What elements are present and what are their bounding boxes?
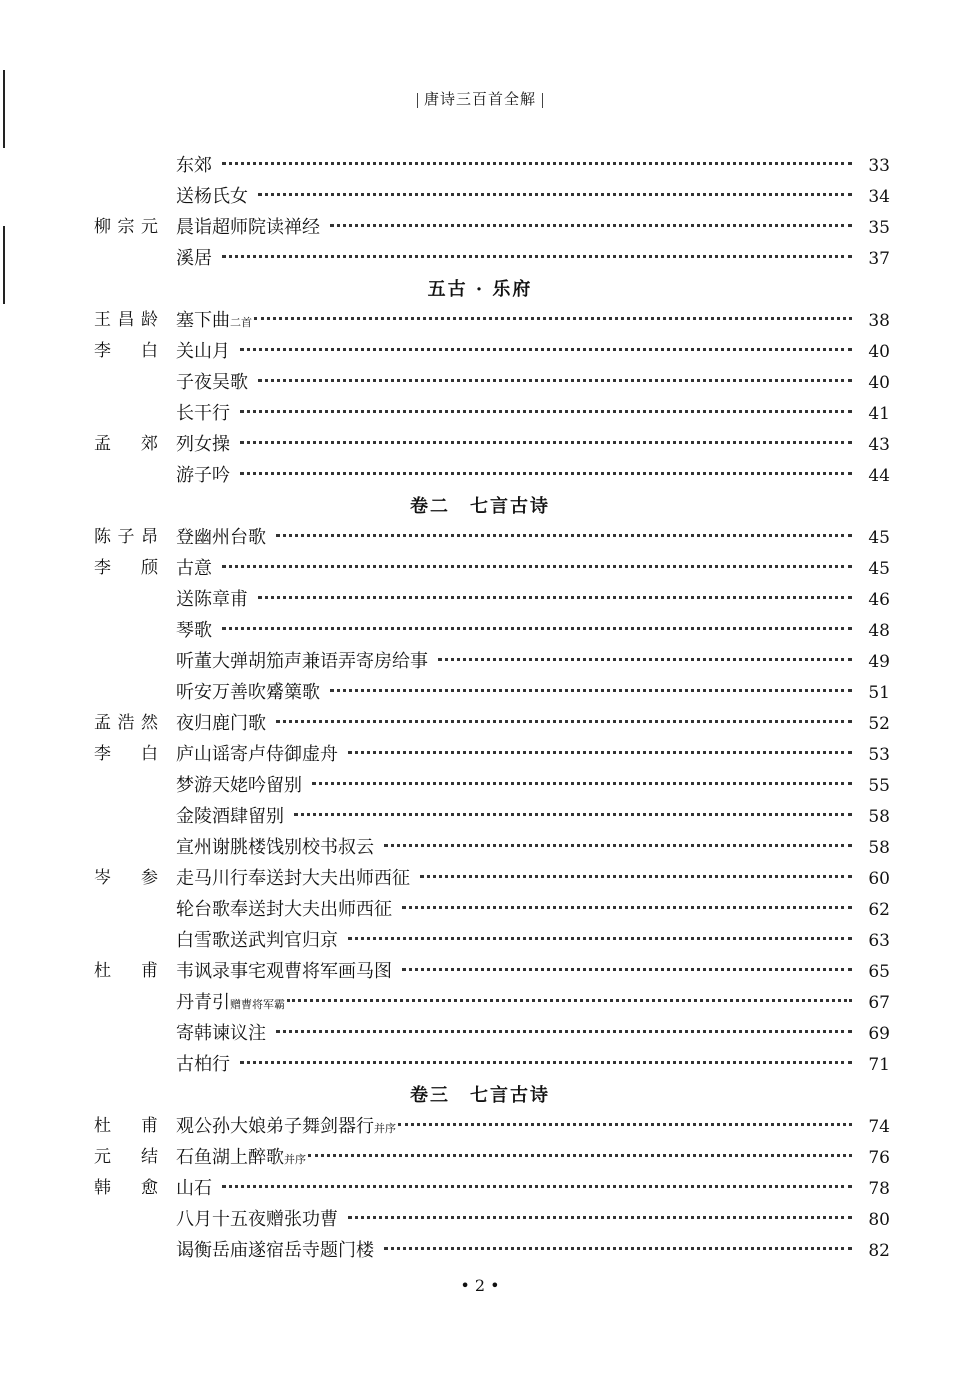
toc-author bbox=[94, 739, 158, 770]
toc-row[interactable] bbox=[0, 956, 960, 987]
running-head-title: 唐诗三百首全解 bbox=[423, 90, 536, 108]
toc-author-char: 王 bbox=[94, 310, 111, 330]
toc-author bbox=[94, 429, 158, 460]
toc-entry[interactable] bbox=[176, 770, 890, 802]
dot-leader bbox=[294, 813, 852, 816]
dot-leader bbox=[222, 627, 852, 630]
toc-row[interactable] bbox=[0, 770, 960, 801]
toc-page-number[interactable]: 80 bbox=[868, 1210, 890, 1230]
toc-title[interactable]: 子夜吴歌 bbox=[176, 372, 248, 393]
toc-author-char: 参 bbox=[141, 868, 158, 888]
toc-row[interactable] bbox=[0, 894, 960, 925]
toc-author-char: 昌 bbox=[117, 310, 135, 330]
toc-author-char: 愈 bbox=[141, 1178, 158, 1198]
toc-row[interactable] bbox=[0, 1018, 960, 1049]
toc-title[interactable]: 长干行 bbox=[176, 403, 230, 424]
toc-entry[interactable] bbox=[176, 398, 890, 430]
dot-leader bbox=[276, 534, 852, 537]
toc-page-number[interactable]: 48 bbox=[868, 621, 890, 641]
toc-title-note: 并序 bbox=[284, 1153, 306, 1166]
toc-title[interactable]: 溪居 bbox=[176, 248, 212, 269]
dot-leader bbox=[348, 751, 852, 754]
toc-title[interactable]: 山石 bbox=[176, 1178, 212, 1199]
toc-author-char: 颀 bbox=[141, 558, 158, 578]
toc-page-number[interactable]: 78 bbox=[868, 1179, 890, 1199]
toc-title[interactable]: 韦讽录事宅观曹将军画马图 bbox=[176, 961, 392, 982]
dot-leader bbox=[240, 410, 852, 413]
toc-entry[interactable] bbox=[176, 367, 890, 399]
toc-title-note: 赠曹将军霸 bbox=[230, 998, 285, 1011]
toc-entry[interactable] bbox=[176, 801, 890, 833]
toc-row[interactable] bbox=[0, 987, 960, 1018]
dot-leader bbox=[240, 441, 852, 444]
dot-leader bbox=[258, 596, 852, 599]
toc-title[interactable]: 晨诣超师院读禅经 bbox=[176, 217, 320, 238]
toc-entry[interactable] bbox=[176, 1142, 890, 1175]
running-head bbox=[0, 88, 960, 109]
toc-title[interactable]: 游子吟 bbox=[176, 465, 230, 486]
dot-leader bbox=[240, 348, 852, 351]
toc-page-number[interactable]: 45 bbox=[868, 528, 890, 548]
toc-title[interactable]: 听董大弹胡笳声兼语弄寄房给事 bbox=[176, 651, 428, 672]
toc-page-number[interactable]: 41 bbox=[868, 404, 890, 424]
toc-title[interactable]: 列女操 bbox=[176, 434, 230, 455]
page-folio: • 2 • bbox=[460, 1276, 500, 1295]
toc-entry[interactable] bbox=[176, 708, 890, 740]
toc-row[interactable] bbox=[0, 708, 960, 739]
toc-row[interactable] bbox=[0, 584, 960, 615]
toc-author-char: 然 bbox=[141, 713, 158, 733]
toc-author-char: 白 bbox=[141, 341, 158, 361]
toc-author-char: 甫 bbox=[141, 961, 158, 981]
toc-page-number[interactable]: 52 bbox=[868, 714, 890, 734]
toc-row[interactable] bbox=[0, 1049, 960, 1080]
toc-page-number[interactable]: 69 bbox=[868, 1024, 890, 1044]
toc-title[interactable]: 走马川行奉送封大夫出师西征 bbox=[176, 868, 410, 889]
toc-row[interactable] bbox=[0, 1173, 960, 1204]
toc-row[interactable] bbox=[0, 925, 960, 956]
dot-leader bbox=[222, 162, 852, 165]
toc-author bbox=[94, 1173, 158, 1204]
toc-author-char: 元 bbox=[94, 1147, 111, 1167]
toc-row[interactable] bbox=[0, 553, 960, 584]
toc-title[interactable]: 东郊 bbox=[176, 155, 212, 176]
dot-leader bbox=[330, 224, 852, 227]
toc-row[interactable] bbox=[0, 1111, 960, 1142]
dot-leader bbox=[402, 968, 852, 971]
toc-page-number[interactable]: 58 bbox=[868, 838, 890, 858]
dot-leader bbox=[330, 689, 852, 692]
toc-author bbox=[94, 863, 158, 894]
toc-entry[interactable] bbox=[176, 863, 890, 895]
toc-entry[interactable] bbox=[176, 739, 890, 771]
toc-title[interactable]: 塞下曲 bbox=[176, 310, 230, 331]
toc-entry[interactable] bbox=[176, 150, 890, 182]
toc-page-number[interactable]: 34 bbox=[868, 187, 890, 207]
toc-title[interactable]: 宣州谢朓楼饯别校书叔云 bbox=[176, 837, 374, 858]
toc-page-number[interactable]: 82 bbox=[868, 1241, 890, 1261]
dot-leader bbox=[222, 255, 852, 258]
toc-title[interactable]: 寄韩谏议注 bbox=[176, 1023, 266, 1044]
toc-author-char: 杜 bbox=[94, 961, 111, 981]
toc-page-number[interactable]: 60 bbox=[868, 869, 890, 889]
toc-row[interactable] bbox=[0, 181, 960, 212]
toc-title[interactable]: 金陵酒肆留别 bbox=[176, 806, 284, 827]
toc-entry[interactable] bbox=[176, 1049, 890, 1081]
toc-title[interactable]: 关山月 bbox=[176, 341, 230, 362]
toc-author bbox=[94, 956, 158, 987]
toc-entry[interactable] bbox=[176, 832, 890, 864]
toc-page-number[interactable]: 74 bbox=[868, 1117, 890, 1137]
toc-row[interactable] bbox=[0, 150, 960, 181]
toc-row[interactable] bbox=[0, 522, 960, 553]
dot-leader bbox=[348, 937, 852, 940]
toc-author-char: 白 bbox=[141, 744, 158, 764]
toc-entry[interactable] bbox=[176, 925, 890, 957]
toc-page-number[interactable]: 49 bbox=[868, 652, 890, 672]
running-head-bar-right bbox=[542, 93, 543, 108]
dot-leader bbox=[287, 999, 852, 1002]
toc-entry[interactable] bbox=[176, 429, 890, 461]
toc-title[interactable]: 八月十五夜赠张功曹 bbox=[176, 1209, 338, 1230]
toc-entry[interactable] bbox=[176, 243, 890, 275]
toc-entry[interactable] bbox=[176, 460, 890, 492]
toc-row[interactable] bbox=[0, 398, 960, 429]
toc-title[interactable]: 送陈章甫 bbox=[176, 589, 248, 610]
section-heading: 卷二 七言古诗 bbox=[410, 496, 550, 517]
toc-author bbox=[94, 1142, 158, 1173]
dot-leader bbox=[222, 1185, 852, 1188]
toc-page-number[interactable]: 35 bbox=[868, 218, 890, 238]
toc-page-number[interactable]: 71 bbox=[868, 1055, 890, 1075]
toc-page-number[interactable]: 40 bbox=[868, 373, 890, 393]
scan-margin-line-top bbox=[3, 70, 5, 148]
toc-entry[interactable] bbox=[176, 1111, 890, 1144]
toc-row[interactable] bbox=[0, 429, 960, 460]
toc-entry[interactable] bbox=[176, 1204, 890, 1236]
toc-title[interactable]: 送杨氏女 bbox=[176, 186, 248, 207]
toc-entry[interactable] bbox=[176, 956, 890, 988]
dot-leader bbox=[308, 1154, 852, 1157]
toc-author-char: 甫 bbox=[141, 1116, 158, 1136]
toc-row[interactable] bbox=[0, 615, 960, 646]
toc-author bbox=[94, 708, 158, 739]
toc-row[interactable] bbox=[0, 801, 960, 832]
toc-author-char: 李 bbox=[94, 341, 111, 361]
toc-page-number[interactable]: 62 bbox=[868, 900, 890, 920]
toc-author-char: 龄 bbox=[141, 310, 158, 330]
toc-title[interactable]: 古意 bbox=[176, 558, 212, 579]
toc-title[interactable]: 白雪歌送武判官归京 bbox=[176, 930, 338, 951]
toc-author-char: 孟 bbox=[94, 713, 111, 733]
toc-title[interactable]: 丹青引 bbox=[176, 992, 230, 1013]
dot-leader bbox=[254, 317, 852, 320]
toc-row[interactable] bbox=[0, 739, 960, 770]
toc-entry[interactable] bbox=[176, 1173, 890, 1205]
toc-author-char: 孟 bbox=[94, 434, 111, 454]
toc-row[interactable] bbox=[0, 212, 960, 243]
toc-page-number[interactable]: 43 bbox=[868, 435, 890, 455]
toc-title[interactable]: 听安万善吹觱篥歌 bbox=[176, 682, 320, 703]
dot-leader bbox=[384, 844, 852, 847]
dot-leader bbox=[258, 193, 852, 196]
toc-page-number[interactable]: 58 bbox=[868, 807, 890, 827]
toc-row[interactable] bbox=[0, 1142, 960, 1173]
toc-title[interactable]: 古柏行 bbox=[176, 1054, 230, 1075]
toc-title[interactable]: 琴歌 bbox=[176, 620, 212, 641]
toc-page-number[interactable]: 38 bbox=[868, 311, 890, 331]
running-head-bar-left bbox=[417, 93, 418, 108]
toc-page-number[interactable]: 46 bbox=[868, 590, 890, 610]
toc-entry[interactable] bbox=[176, 336, 890, 368]
toc-page-number[interactable]: 53 bbox=[868, 745, 890, 765]
toc-row[interactable] bbox=[0, 832, 960, 863]
toc-author-char: 陈 bbox=[94, 527, 111, 547]
toc-author bbox=[94, 1111, 158, 1142]
toc-page-number[interactable]: 44 bbox=[868, 466, 890, 486]
dot-leader bbox=[222, 565, 852, 568]
toc-entry[interactable] bbox=[176, 1018, 890, 1050]
toc-author bbox=[94, 522, 158, 553]
toc-author-char: 昂 bbox=[141, 527, 158, 547]
toc-page-number[interactable]: 65 bbox=[868, 962, 890, 982]
toc-author bbox=[94, 553, 158, 584]
toc-author-char: 浩 bbox=[117, 713, 135, 733]
toc-row[interactable] bbox=[0, 646, 960, 677]
dot-leader bbox=[398, 1123, 852, 1126]
toc-title[interactable]: 庐山谣寄卢侍御虚舟 bbox=[176, 744, 338, 765]
toc-page-number[interactable]: 67 bbox=[868, 993, 890, 1013]
toc-row[interactable] bbox=[0, 243, 960, 274]
toc-row[interactable] bbox=[0, 677, 960, 708]
toc-entry[interactable] bbox=[176, 615, 890, 647]
dot-leader bbox=[312, 782, 852, 785]
toc-author bbox=[94, 212, 158, 243]
section-heading: 五古 · 乐府 bbox=[427, 279, 533, 300]
dot-leader bbox=[438, 658, 852, 661]
toc-row[interactable] bbox=[0, 1235, 960, 1266]
toc-page-number[interactable]: 45 bbox=[868, 559, 890, 579]
toc-row[interactable] bbox=[0, 367, 960, 398]
toc-title-note: 并序 bbox=[374, 1122, 396, 1135]
toc-author-char: 李 bbox=[94, 744, 111, 764]
toc-page-number[interactable]: 51 bbox=[868, 683, 890, 703]
dot-leader bbox=[276, 720, 852, 723]
dot-leader bbox=[402, 906, 852, 909]
toc-author-char: 韩 bbox=[94, 1178, 111, 1198]
toc-title[interactable]: 夜归鹿门歌 bbox=[176, 713, 266, 734]
toc-author-char: 郊 bbox=[141, 434, 158, 454]
toc-row[interactable] bbox=[0, 460, 960, 491]
section-heading: 卷三 七言古诗 bbox=[410, 1085, 550, 1106]
toc-author-char: 李 bbox=[94, 558, 111, 578]
toc-entry[interactable] bbox=[176, 677, 890, 709]
toc-entry[interactable] bbox=[176, 522, 890, 554]
dot-leader bbox=[276, 1030, 852, 1033]
dot-leader bbox=[384, 1247, 852, 1250]
toc-entry[interactable] bbox=[176, 646, 890, 678]
toc-page-number[interactable]: 33 bbox=[868, 156, 890, 176]
toc-title-note: 二首 bbox=[230, 316, 252, 329]
toc-row[interactable] bbox=[0, 863, 960, 894]
toc-author-char: 子 bbox=[117, 527, 135, 547]
toc-entry[interactable] bbox=[176, 553, 890, 585]
toc-entry[interactable] bbox=[176, 987, 890, 1020]
dot-leader bbox=[258, 379, 852, 382]
toc-row[interactable] bbox=[0, 1204, 960, 1235]
toc-title[interactable]: 观公孙大娘弟子舞剑器行 bbox=[176, 1116, 374, 1137]
toc-page-number[interactable]: 76 bbox=[868, 1148, 890, 1168]
toc-entry[interactable] bbox=[176, 181, 890, 213]
toc-author-char: 岑 bbox=[94, 868, 111, 888]
toc-author-char: 杜 bbox=[94, 1116, 111, 1136]
toc-entry[interactable] bbox=[176, 212, 890, 244]
dot-leader bbox=[420, 875, 852, 878]
toc-author bbox=[94, 336, 158, 367]
toc-title[interactable]: 轮台歌奉送封大夫出师西征 bbox=[176, 899, 392, 920]
toc-entry[interactable] bbox=[176, 1235, 890, 1267]
toc-row[interactable] bbox=[0, 305, 960, 336]
dot-leader bbox=[240, 1061, 852, 1064]
toc-author-char: 宗 bbox=[117, 217, 135, 237]
toc-entry[interactable] bbox=[176, 305, 890, 338]
dot-leader bbox=[348, 1216, 852, 1219]
toc-author bbox=[94, 305, 158, 336]
toc-title[interactable]: 登幽州台歌 bbox=[176, 527, 266, 548]
toc-title[interactable]: 谒衡岳庙遂宿岳寺题门楼 bbox=[176, 1240, 374, 1261]
toc-entry[interactable] bbox=[176, 584, 890, 616]
toc-page-number[interactable]: 55 bbox=[868, 776, 890, 796]
toc-title[interactable]: 石鱼湖上醉歌 bbox=[176, 1147, 284, 1168]
toc-author-char: 柳 bbox=[94, 217, 111, 237]
toc-author-char: 结 bbox=[141, 1147, 158, 1167]
toc-title[interactable]: 梦游天姥吟留别 bbox=[176, 775, 302, 796]
dot-leader bbox=[240, 472, 852, 475]
toc-page-number[interactable]: 37 bbox=[868, 249, 890, 269]
toc-author-char: 元 bbox=[141, 217, 158, 237]
toc-page-number[interactable]: 63 bbox=[868, 931, 890, 951]
toc-entry[interactable] bbox=[176, 894, 890, 926]
toc-row[interactable] bbox=[0, 336, 960, 367]
toc-page-number[interactable]: 40 bbox=[868, 342, 890, 362]
